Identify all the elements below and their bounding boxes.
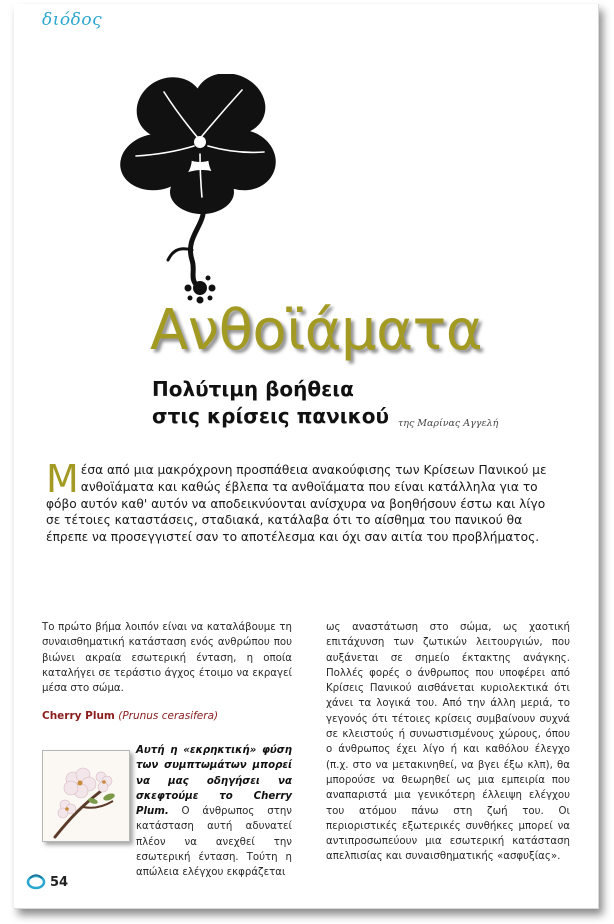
- cherry-plum-photo: [42, 750, 130, 842]
- page-number-footer: [26, 873, 68, 891]
- article-title: Ανθοϊάματα: [150, 298, 483, 363]
- paragraph-2-rest: Ο άνθρωπος στην κατάσταση αυτή αδυνατεί πλέον να ανεχθεί την εσωτερική ένταση. Τούτη η απώλεια ελέγχου εκφράζεται: [136, 806, 292, 879]
- intro-paragraph: [46, 457, 554, 546]
- diodos-logo-icon: [26, 873, 46, 891]
- remedy-heading: [42, 710, 218, 722]
- drop-cap: Μ: [46, 457, 79, 501]
- remedy-latin-name: (Prunus cerasifera): [118, 710, 219, 722]
- right-column: ως αναστάτωση στο σώμα, ως χαοτική επιτάχυνση των ζωτικών λειτουργιών, που αυξάνεται σε σημείο έκτακτης ανάγκης. Πολλές φορές ο άνθρωπος που υποφέρει από Κρίσεις Πανικού αισθάνεται κυριολεκτικά ότι χάνει τα λογικά του. Από την άλλη μεριά, το γεγονός ότι τέτοιες κρίσεις συμβαίνουν συχνά σε κλειστούς ή συνωστισμένους χώρους, όπου ο άνθρωπος έχει λίγο ή και καθόλου έλεγχο (π.χ. στο να μετακινηθεί, να βγει έξω κλπ), θα μπορούσε να θεωρηθεί ως μια εμπειρία που αναπαριστά μια γενικότερη έλλειψη ελέγχου του ατόμου πάνω στη ζωή του. Οι περιοριστικές εξωτερικές συνθήκες μπορεί να αντιπροσωπεύουν μια εσωτερική κατάσταση απελπισίας και συναισθηματικής «ασφυξίας».: [326, 622, 570, 863]
- section-tag: διόδος: [42, 10, 103, 30]
- left-column-paragraph-2: [136, 743, 292, 881]
- left-column-paragraph-1: Το πρώτο βήμα λοιπόν είναι να καταλάβουμε τη συναισθηματική κατάσταση ενός ανθρώπου που βιώνει ακραία εσωτερική ένταση, η οποία καταλήγει σε τεράστιο άγχος έτοιμο να εκραγεί μέσα στο σώμα.: [42, 622, 292, 695]
- author-byline: της Μαρίνας Αγγελή: [398, 418, 499, 429]
- subtitle-line-1: Πολύτιμη βοήθεια: [152, 377, 354, 401]
- page-number: 54: [50, 874, 69, 890]
- black-flower-illustration: [118, 74, 276, 306]
- subtitle-line-2: στις κρίσεις πανικού: [152, 404, 390, 428]
- remedy-name: Cherry Plum: [42, 710, 115, 722]
- paragraph-2-lead: Αυτή η «εκρηκτική» φύση των συμπτωμάτων μπορεί να μας οδηγήσει να σκεφτούμε το Cherry Plum.: [136, 745, 292, 818]
- article-subtitle: [152, 376, 389, 430]
- intro-text: έσα από μια μακρόχρονη προσπάθεια ανακούφισης των Κρίσεων Πανικού με ανθοϊάματα και καθώς έβλεπα τα ανθοϊάματα που είναι κατάλληλα για το φόβο αυτόν καθ' αυτόν να αποδεικνύονται ανίσχυρα να βοηθήσουν έστω και λίγο σε τέτοιες καταστάσεις, σταδιακά, κατάλαβα ότι το αίσθημα του πανικού θα έπρεπε να προσεγγιστεί σαν το αποτέλεσμα και όχι σαν αιτία του προβλήματος.: [46, 463, 547, 545]
- blossom-image: [43, 751, 129, 841]
